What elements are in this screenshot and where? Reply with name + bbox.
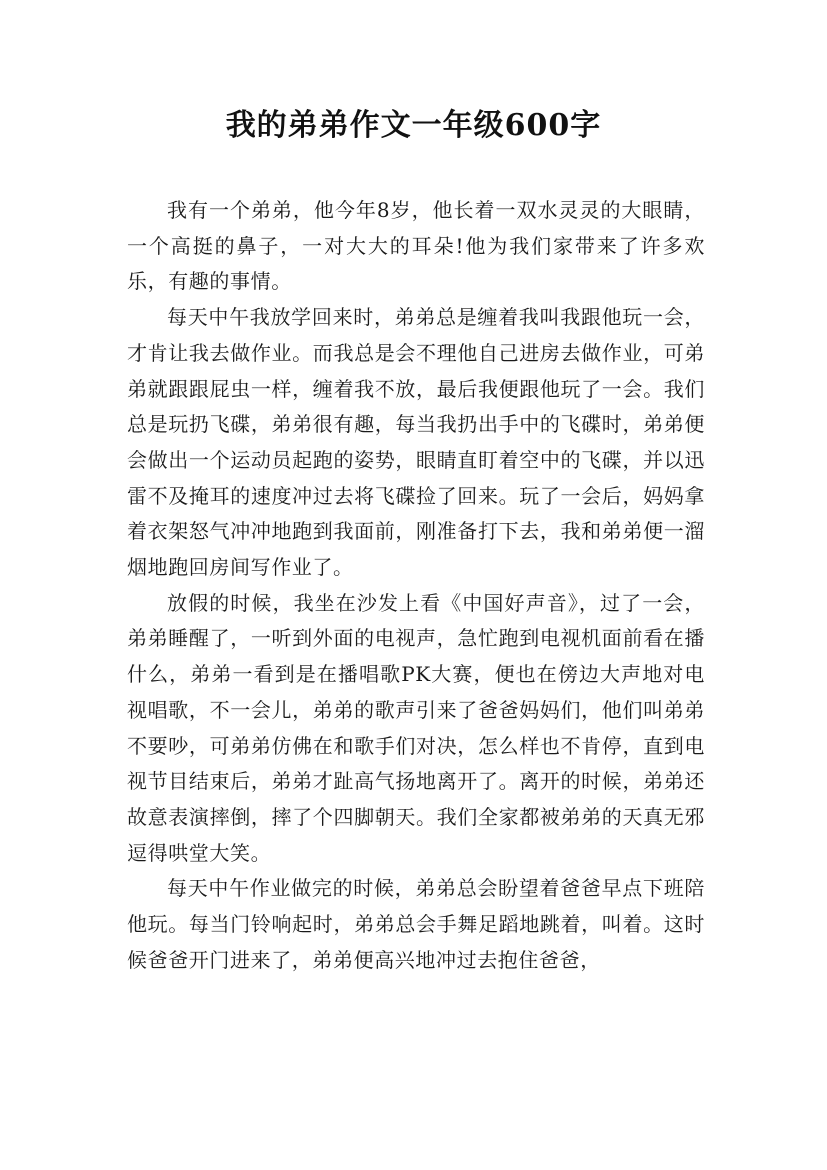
document-body [127,193,705,978]
paragraph-3: 放假的时候，我坐在沙发上看《中国好声音》，过了一会，弟弟睡醒了，一听到外面的电视声，急忙跑到电视机面前看在播什么，弟弟一看到是在播唱歌PK大赛，便也在傍边大声地对电视唱歌，不一会儿，弟弟的歌声引来了爸爸妈妈们，他们叫弟弟不要吵，可弟弟仿佛在和歌手们对决，怎么样也不肯停，直到电视节目结束后，弟弟才趾高气扬地离开了。离开的时候，弟弟还故意表演摔倒，摔了个四脚朝天。我们全家都被弟弟的天真无邪逗得哄堂大笑。 [127,590,705,865]
document-title: 我的弟弟作文一年级600字 [225,108,602,143]
paragraph-1: 我有一个弟弟，他今年8岁，他长着一双水灵灵的大眼睛，一个高挺的鼻子，一对大大的耳朵!他为我们家带来了许多欢乐，有趣的事情。 [127,198,705,294]
paragraph-2: 每天中午我放学回来时，弟弟总是缠着我叫我跟他玩一会，才肯让我去做作业。而我总是会不理他自己进房去做作业，可弟弟就跟跟屁虫一样，缠着我不放，最后我便跟他玩了一会。我们总是玩扔飞碟，弟弟很有趣，每当我扔出手中的飞碟时，弟弟便会做出一个运动员起跑的姿势，眼睛直盯着空中的飞碟，并以迅雷不及掩耳的速度冲过去将飞碟捡了回来。玩了一会后，妈妈拿着衣架怒气冲冲地跑到我面前，刚准备打下去，我和弟弟便一溜烟地跑回房间写作业了。 [127,305,705,580]
paragraph-4: 每天中午作业做完的时候，弟弟总会盼望着爸爸早点下班陪他玩。每当门铃响起时，弟弟总会手舞足蹈地跳着，叫着。这时候爸爸开门进来了，弟弟便高兴地冲过去抱住爸爸， [127,876,705,972]
